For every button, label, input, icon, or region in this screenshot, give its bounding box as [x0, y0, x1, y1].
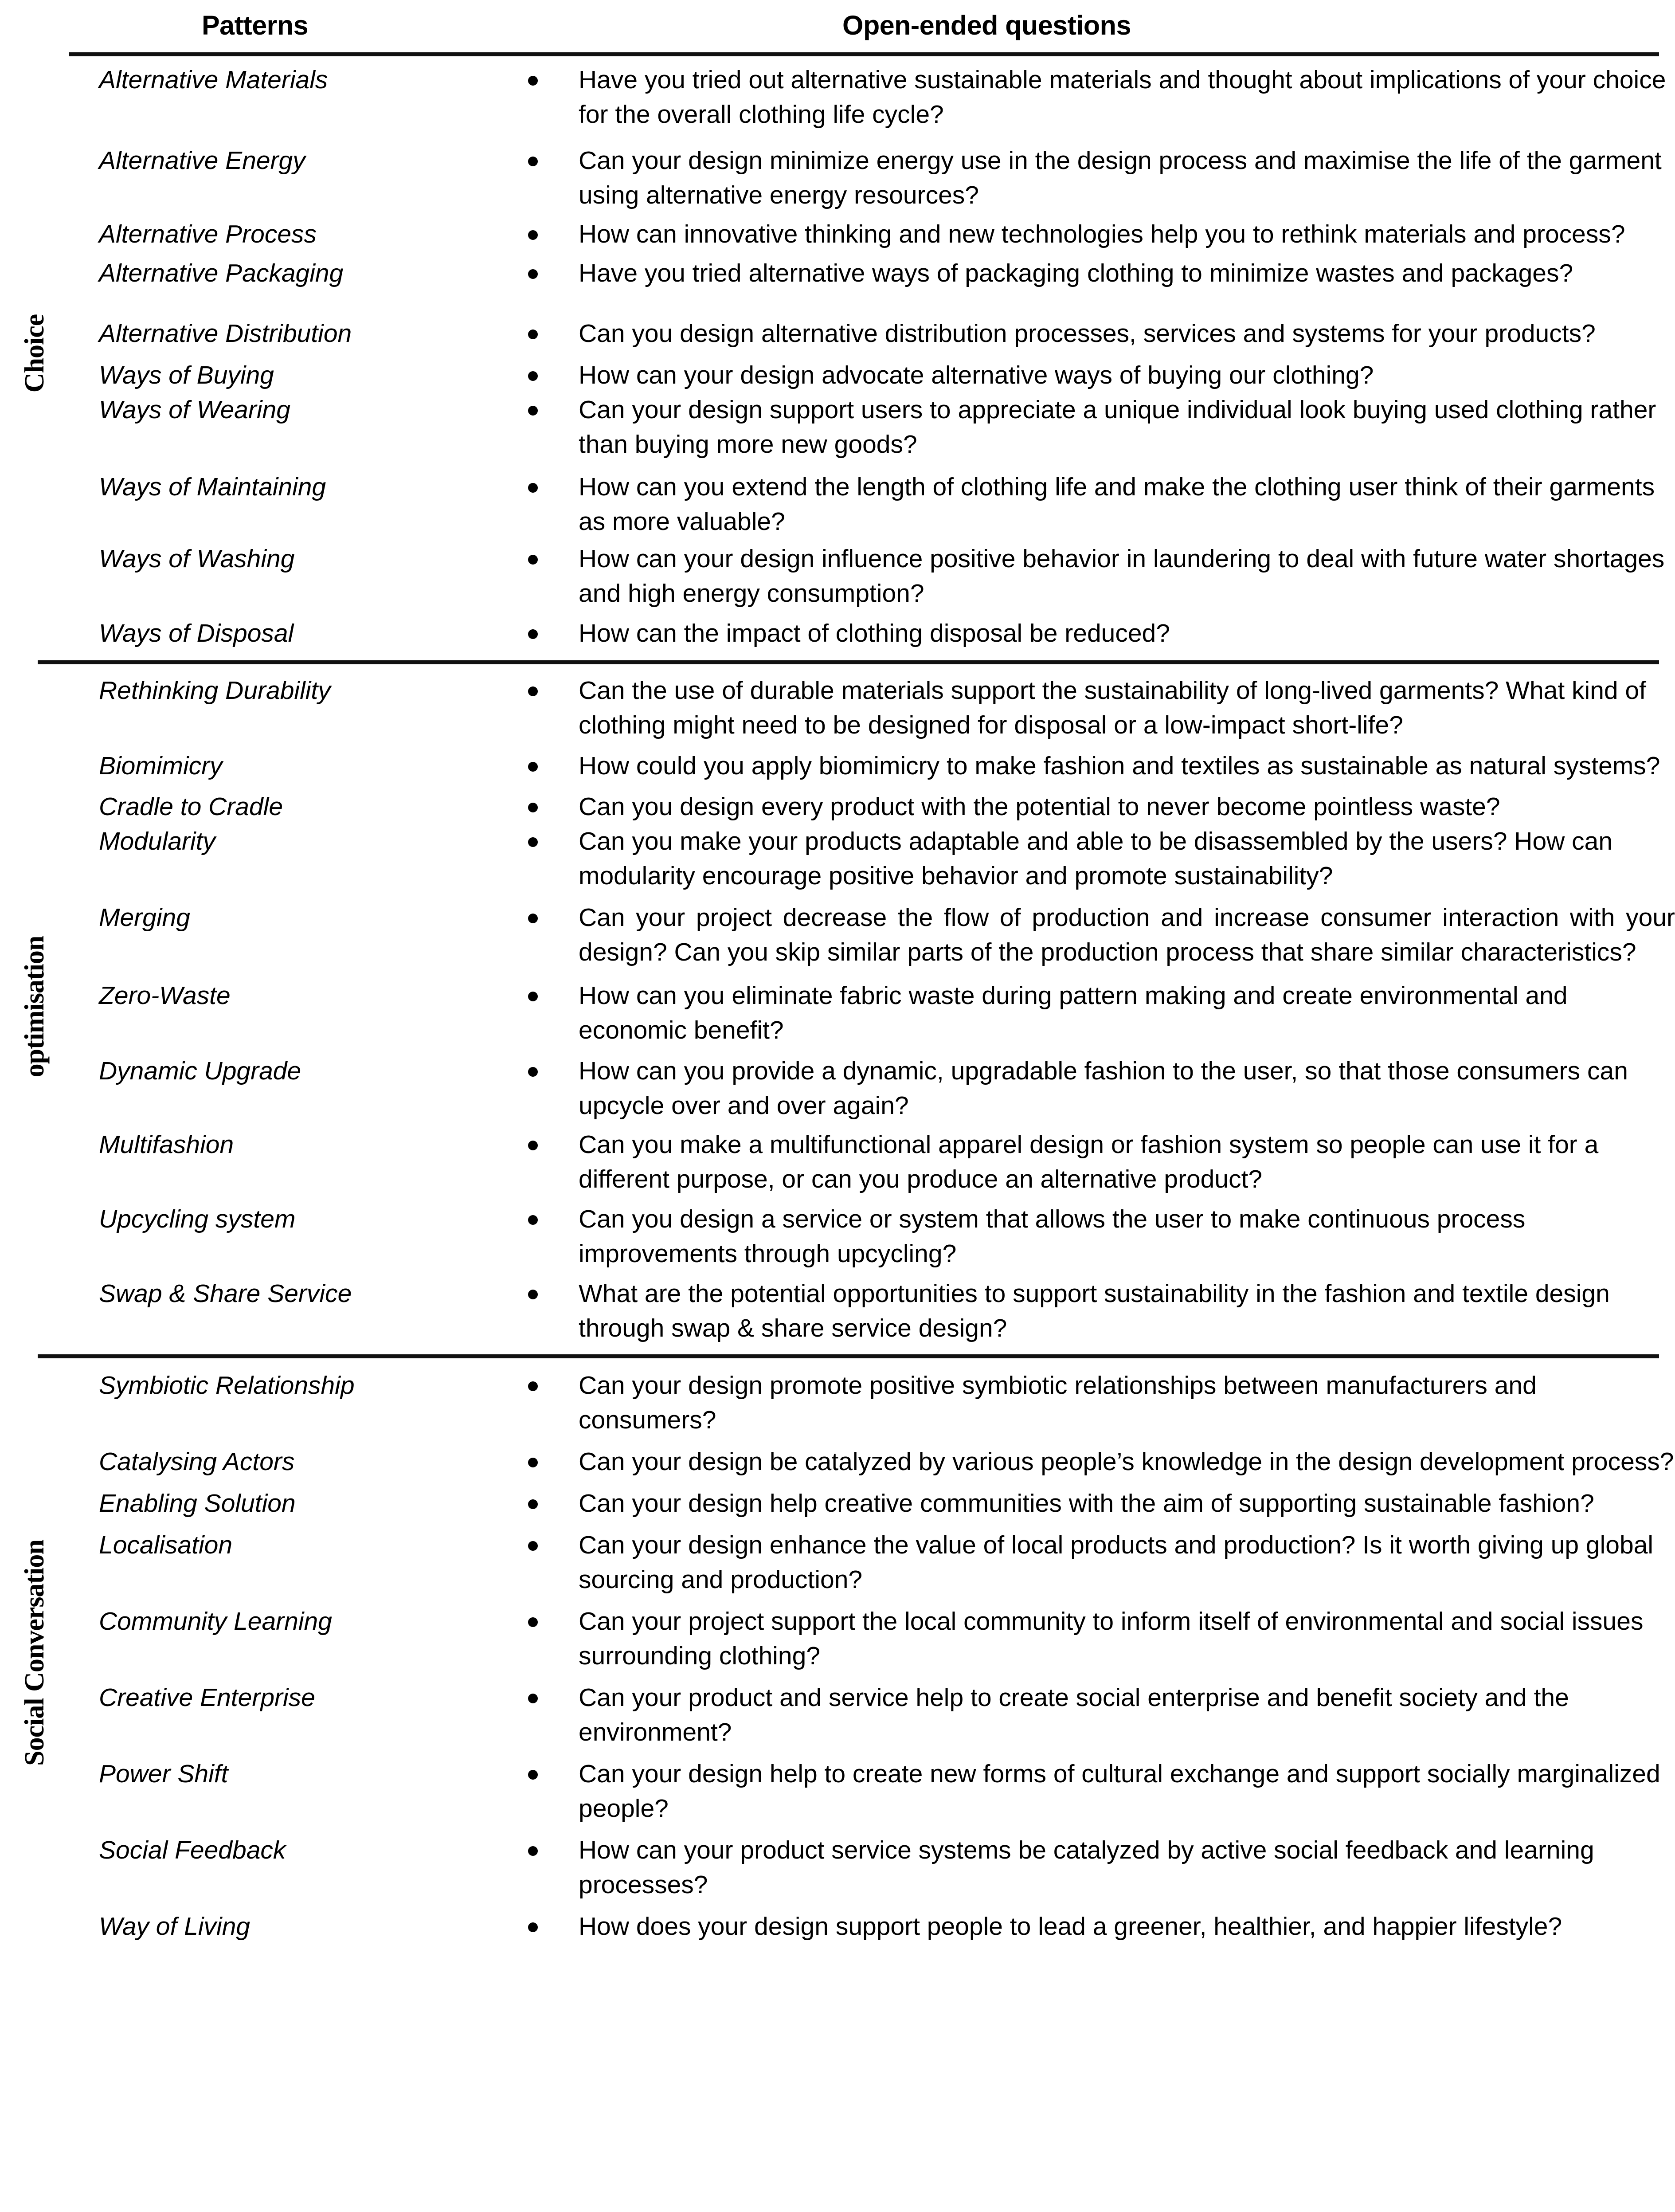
- table-row: [69, 1479, 1675, 1521]
- header-divider-rule: [69, 52, 1659, 56]
- table-row: [69, 290, 1675, 351]
- pattern-name: Modularity: [99, 827, 215, 855]
- bullet-point-icon: [528, 837, 538, 847]
- table-row: [69, 969, 1675, 1047]
- pattern-name: Swap & Share Service: [99, 1279, 352, 1308]
- open-ended-question: Can your design help to create new forms of cultural exchange and support socially marginalized people?: [579, 1760, 1660, 1823]
- bullet-point-icon: [528, 1215, 538, 1225]
- table-section: [0, 668, 1675, 1345]
- pattern-name: Catalysing Actors: [99, 1447, 295, 1476]
- table-row: [69, 783, 1675, 824]
- bullet-point-icon: [528, 686, 538, 696]
- pattern-name: Ways of Washing: [99, 545, 295, 573]
- table-row: [69, 462, 1675, 539]
- open-ended-question: Have you tried alternative ways of packaging clothing to minimize wastes and packages?: [579, 259, 1573, 287]
- bullet-point-icon: [528, 76, 538, 86]
- open-ended-question: Can your design enhance the value of local products and production? Is it worth giving up global sourcing and production?: [579, 1531, 1654, 1594]
- bullet-point-icon: [528, 1617, 538, 1627]
- open-ended-question: How does your design support people to lead a greener, healthier, and happier lifestyle?: [579, 1912, 1562, 1941]
- open-ended-question: How can the impact of clothing disposal be reduced?: [579, 619, 1170, 647]
- bullet-point-icon: [528, 1290, 538, 1299]
- pattern-name: Merging: [99, 903, 190, 932]
- pattern-name: Multifashion: [99, 1130, 234, 1159]
- open-ended-question: How can your design influence positive behavior in laundering to deal with future water shortages and high energy consumption?: [579, 545, 1665, 608]
- table-section: [0, 1362, 1675, 1944]
- table-row: [69, 668, 1675, 742]
- pattern-name: Symbiotic Relationship: [99, 1371, 355, 1400]
- pattern-name: Upcycling system: [99, 1205, 296, 1233]
- table-row: [69, 1196, 1675, 1271]
- column-header-open-ended-questions: Open-ended questions: [842, 10, 1131, 40]
- table-row: [69, 351, 1675, 392]
- bullet-point-icon: [528, 1499, 538, 1509]
- table-row: [69, 1521, 1675, 1597]
- bullet-point-icon: [528, 1067, 538, 1077]
- section-divider-rule: [38, 660, 1659, 664]
- bullet-point-icon: [528, 1458, 538, 1467]
- open-ended-question: Can your design be catalyzed by various people’s knowledge in the design development process?: [579, 1447, 1674, 1476]
- bullet-point-icon: [528, 555, 538, 565]
- pattern-name: Power Shift: [99, 1760, 228, 1788]
- table-row: [69, 1826, 1675, 1902]
- pattern-name: Alternative Process: [99, 220, 317, 248]
- bullet-point-icon: [528, 1141, 538, 1150]
- bullet-point-icon: [528, 1381, 538, 1391]
- bullet-point-icon: [528, 914, 538, 923]
- open-ended-question: Can your project decrease the flow of production and increase consumer interaction with your design? Can you skip similar parts of the production process that share similar characteristics?: [579, 903, 1675, 966]
- category-label: optimisation: [19, 936, 50, 1078]
- rows-column: [69, 56, 1675, 651]
- open-ended-question: Can your project support the local community to inform itself of environmental and social issues surrounding clothing?: [579, 1607, 1644, 1670]
- table-body: [0, 56, 1675, 1944]
- pattern-name: Enabling Solution: [99, 1489, 296, 1518]
- open-ended-question: How can you provide a dynamic, upgradable fashion to the user, so that those consumers can upcycle over and over again?: [579, 1057, 1628, 1120]
- bullet-point-icon: [528, 483, 538, 493]
- open-ended-question: Can your design help creative communities with the aim of supporting sustainable fashion?: [579, 1489, 1594, 1518]
- pattern-name: Zero-Waste: [99, 981, 231, 1010]
- table-row: [69, 611, 1675, 651]
- bullet-point-icon: [528, 157, 538, 166]
- open-ended-question: Can your design minimize energy use in the design process and maximise the life of the garment using alternative energy resources?: [579, 146, 1662, 209]
- table-row: [69, 251, 1675, 290]
- open-ended-question: Can you make a multifunctional apparel design or fashion system so people can use it for a different purpose, or can you produce an alternative product?: [579, 1130, 1599, 1193]
- open-ended-question: How can your design advocate alternative ways of buying our clothing?: [579, 361, 1374, 389]
- pattern-name: Social Feedback: [99, 1836, 286, 1864]
- open-ended-question: How can you eliminate fabric waste during pattern making and create environmental and economic benefit?: [579, 981, 1568, 1044]
- pattern-name: Dynamic Upgrade: [99, 1057, 301, 1085]
- open-ended-question: How can innovative thinking and new technologies help you to rethink materials and process?: [579, 220, 1625, 248]
- bullet-point-icon: [528, 1922, 538, 1932]
- bullet-point-icon: [528, 992, 538, 1001]
- bullet-point-icon: [528, 762, 538, 772]
- section-divider-rule: [38, 1354, 1659, 1358]
- bullet-point-icon: [528, 1541, 538, 1551]
- open-ended-question: How can you extend the length of clothing life and make the clothing user think of their garments as more valuable?: [579, 473, 1655, 536]
- rows-column: [69, 668, 1675, 1345]
- bullet-point-icon: [528, 1846, 538, 1856]
- bullet-point-icon: [528, 371, 538, 381]
- column-header-patterns: Patterns: [202, 10, 309, 40]
- category-column: [0, 1362, 69, 1944]
- table-header-row: [69, 0, 1622, 52]
- open-ended-question: How can your product service systems be catalyzed by active social feedback and learning processes?: [579, 1836, 1594, 1899]
- pattern-name: Biomimicry: [99, 752, 223, 780]
- open-ended-question: Can you design every product with the potential to never become pointless waste?: [579, 792, 1500, 821]
- table-row: [69, 1597, 1675, 1673]
- pattern-name: Alternative Packaging: [99, 259, 344, 287]
- pattern-name: Ways of Buying: [99, 361, 274, 389]
- table-row: [69, 893, 1675, 969]
- bullet-point-icon: [528, 1694, 538, 1703]
- open-ended-question: Can your design promote positive symbiotic relationships between manufacturers and consumers?: [579, 1371, 1537, 1434]
- bullet-point-icon: [528, 329, 538, 339]
- pattern-name: Localisation: [99, 1531, 233, 1559]
- category-column: [0, 56, 69, 651]
- table-row: [69, 742, 1675, 783]
- table-row: [69, 824, 1675, 893]
- bullet-point-icon: [528, 269, 538, 279]
- bullet-point-icon: [528, 803, 538, 812]
- pattern-name: Ways of Wearing: [99, 396, 290, 424]
- pattern-name: Alternative Materials: [99, 66, 328, 94]
- pattern-name: Alternative Distribution: [99, 319, 352, 348]
- category-label: Choice: [19, 314, 50, 393]
- pattern-name: Rethinking Durability: [99, 676, 331, 705]
- category-label: Social Conversation: [19, 1540, 50, 1766]
- pattern-name: Creative Enterprise: [99, 1683, 315, 1712]
- rows-column: [69, 1362, 1675, 1944]
- bullet-point-icon: [528, 230, 538, 240]
- bullet-point-icon: [528, 1770, 538, 1780]
- table-row: [69, 1362, 1675, 1437]
- table-row: [69, 1123, 1675, 1196]
- open-ended-question: Can you design alternative distribution processes, services and systems for your products?: [579, 319, 1596, 348]
- table-row: [69, 1749, 1675, 1826]
- table-row: [69, 1673, 1675, 1749]
- open-ended-question: What are the potential opportunities to support sustainability in the fashion and textile design through swap & share service design?: [579, 1279, 1610, 1342]
- table-row: [69, 56, 1675, 132]
- pattern-name: Ways of Disposal: [99, 619, 294, 647]
- pattern-name: Cradle to Cradle: [99, 792, 283, 821]
- open-ended-question: How could you apply biomimicry to make fashion and textiles as sustainable as natural systems?: [579, 752, 1660, 780]
- table-section: [0, 56, 1675, 651]
- table-row: [69, 212, 1675, 251]
- table-row: [69, 1271, 1675, 1345]
- pattern-name: Way of Living: [99, 1912, 250, 1941]
- bullet-point-icon: [528, 406, 538, 416]
- open-ended-question: Can the use of durable materials support the sustainability of long-lived garments? What kind of clothing might need to be designed for disposal or a low-impact short-life?: [579, 676, 1646, 739]
- table-row: [69, 539, 1675, 611]
- pattern-name: Community Learning: [99, 1607, 332, 1635]
- pattern-name: Ways of Maintaining: [99, 473, 326, 501]
- table-row: [69, 1047, 1675, 1123]
- bullet-point-icon: [528, 629, 538, 639]
- table-row: [69, 392, 1675, 462]
- open-ended-question: Can your product and service help to create social enterprise and benefit society and the environment?: [579, 1683, 1569, 1746]
- open-ended-question: Can you design a service or system that allows the user to make continuous process improvements through upcycling?: [579, 1205, 1526, 1268]
- table-row: [69, 1437, 1675, 1479]
- open-ended-question: Have you tried out alternative sustainable materials and thought about implications of your choice for the overall clothing life cycle?: [579, 66, 1666, 129]
- pattern-name: Alternative Energy: [99, 146, 305, 175]
- table-row: [69, 1902, 1675, 1944]
- open-ended-question: Can you make your products adaptable and able to be disassembled by the users? How can modularity encourage positive behavior and promote sustainability?: [579, 827, 1613, 890]
- open-ended-question: Can your design support users to appreciate a unique individual look buying used clothing rather than buying more new goods?: [579, 396, 1656, 459]
- category-column: [0, 668, 69, 1345]
- table-row: [69, 132, 1675, 212]
